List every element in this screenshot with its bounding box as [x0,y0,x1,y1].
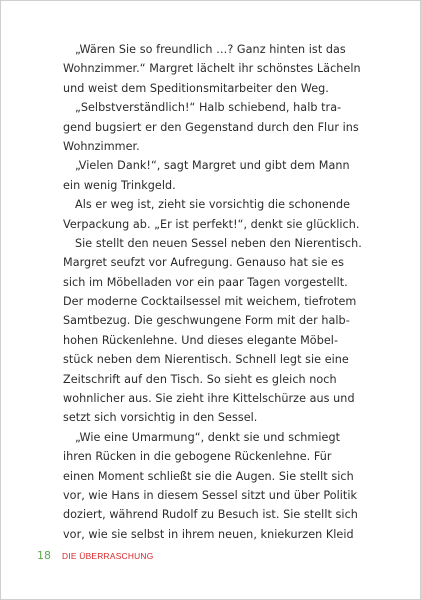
text-line: setzt sich vorsichtig in den Sessel. [63,411,258,425]
text-line: Sie stellt den neuen Sessel neben den Nierentisch. [75,236,362,250]
text-line: Samtbezug. Die geschwungene Form mit der halb- [63,314,350,328]
text-line: vor, wie Hans in diesem Sessel sitzt und über Politik [63,488,358,502]
text-line: Zeitschrift auf den Tisch. So sieht es gleich noch [63,372,337,386]
text-line: wohnlicher aus. Sie zieht ihre Kittelschürze aus und [63,392,355,406]
text-line: Der moderne Cocktailsessel mit weichem, tiefrotem [63,295,357,309]
text-line: Margret seufzt vor Aufregung. Genauso hat sie es [63,256,344,270]
text-line: vor, wie sie selbst in ihrem neuen, kniekurzen Kleid [63,527,354,541]
running-head: DIE ÜBERRASCHUNG [62,551,154,561]
text-line: sich im Möbelladen vor ein paar Tagen vorgestellt. [63,275,348,289]
text-line: „Vielen Dank!“, sagt Margret und gibt dem Mann [75,159,350,173]
text-line: Wohnzimmer.“ Margret lächelt ihr schönstes Lächeln [63,62,361,76]
page-number: 18 [37,549,51,562]
page-footer [37,549,153,563]
text-line: hohen Rückenlehne. Und dieses elegante Möbel- [63,333,339,347]
text-line: „Selbstverständlich!“ Halb schiebend, halb tra- [75,101,342,115]
text-line: ihren Rücken in die gebogene Rückenlehne. Für [63,450,332,464]
text-line: „Wären Sie so freundlich …? Ganz hinten ist das [75,43,346,56]
text-line: Als er weg ist, zieht sie vorsichtig die schonende [75,198,351,212]
text-line: gend bugsiert er den Gegenstand durch den Flur ins [63,120,359,134]
text-line: stück neben dem Nierentisch. Schnell legt sie eine [63,353,349,367]
text-line: Verpackung ab. „Er ist perfekt!“, denkt sie glücklich. [63,217,360,231]
text-line: und weist dem Speditionsmitarbeiter den Weg. [63,81,329,95]
text-line: doziert, während Rudolf zu Besuch ist. Sie stellt sich [63,508,358,522]
text-line: ein wenig Trinkgeld. [63,178,176,192]
text-line: Wohnzimmer. [63,139,140,153]
body-text [63,40,383,544]
text-line: einen Moment schließt sie die Augen. Sie stellt sich [63,469,354,483]
text-line: „Wie eine Umarmung“, denkt sie und schmiegt [75,430,341,444]
